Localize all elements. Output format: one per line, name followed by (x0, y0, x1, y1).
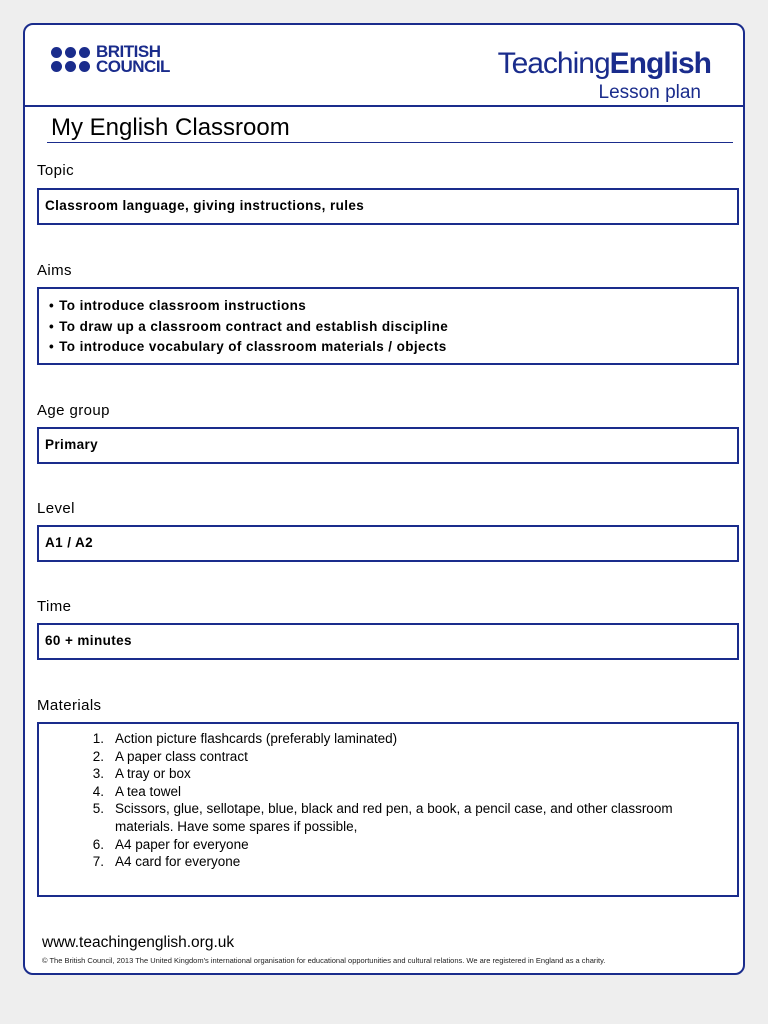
aims-label: Aims (37, 262, 72, 279)
item-text: Action picture flashcards (preferably laminated) (115, 731, 398, 746)
time-label: Time (37, 598, 72, 615)
age-group-label: Age group (37, 402, 110, 419)
teaching-english-logo (498, 48, 711, 104)
list-item (39, 783, 737, 801)
list-item (39, 748, 737, 766)
materials-box (37, 722, 739, 897)
topic-box (37, 188, 739, 225)
list-item: • To draw up a classroom contract and establish discipline (49, 317, 737, 338)
item-text: Scissors, glue, sellotape, blue, black and red pen, a book, a pencil case, and other classroom materials. Have some spares if possible, (115, 801, 673, 834)
item-number: 6. (92, 836, 104, 852)
british-council-dots-icon (51, 47, 90, 72)
materials-list (39, 724, 737, 871)
list-item: • To introduce classroom instructions (49, 296, 737, 317)
footer-legal-text: © The British Council, 2013 The United Kingdom's international organisation for educational opportunities and cultural relations. We are registered in England as a charity. (42, 956, 606, 965)
item-text: A4 paper for everyone (115, 836, 249, 852)
list-item (39, 730, 737, 748)
lesson-plan-subtitle: Lesson plan (598, 82, 701, 103)
brand-line-2: COUNCIL (96, 57, 170, 76)
british-council-logo (51, 44, 170, 74)
item-number: 4. (92, 783, 104, 799)
item-number: 5. (92, 801, 104, 817)
level-box (37, 525, 739, 562)
level-value: A1 / A2 (45, 535, 94, 550)
header-divider (25, 105, 743, 107)
age-group-box (37, 427, 739, 464)
aims-list (39, 289, 737, 358)
item-text: A tea towel (115, 783, 182, 799)
item-text: A tray or box (115, 766, 191, 782)
item-number: 7. (92, 854, 104, 870)
page-title: My English Classroom (51, 114, 290, 141)
lesson-plan-page (23, 23, 745, 975)
footer-website-link[interactable]: www.teachingenglish.org.uk (42, 934, 235, 951)
item-text: A4 card for everyone (115, 854, 241, 870)
list-item (39, 765, 737, 783)
item-number: 1. (92, 731, 104, 746)
topic-value: Classroom language, giving instructions, rules (45, 198, 365, 213)
brand-line-1: BRITISH (96, 42, 161, 61)
level-label: Level (37, 500, 75, 517)
logo-word-english: English (609, 47, 711, 80)
time-box (37, 623, 739, 660)
topic-label: Topic (37, 162, 75, 179)
item-number: 3. (92, 766, 104, 782)
materials-label: Materials (37, 697, 102, 714)
time-value: 60 + minutes (45, 633, 132, 648)
logo-word-teaching: Teaching (497, 47, 610, 80)
list-item (39, 853, 737, 871)
aims-box (37, 287, 739, 365)
list-item (39, 800, 737, 835)
list-item: • To introduce vocabulary of classroom materials / objects (49, 337, 737, 358)
age-group-value: Primary (45, 437, 99, 452)
item-number: 2. (92, 748, 104, 764)
item-text: A paper class contract (115, 748, 248, 764)
title-underline (47, 142, 733, 143)
list-item (39, 836, 737, 854)
